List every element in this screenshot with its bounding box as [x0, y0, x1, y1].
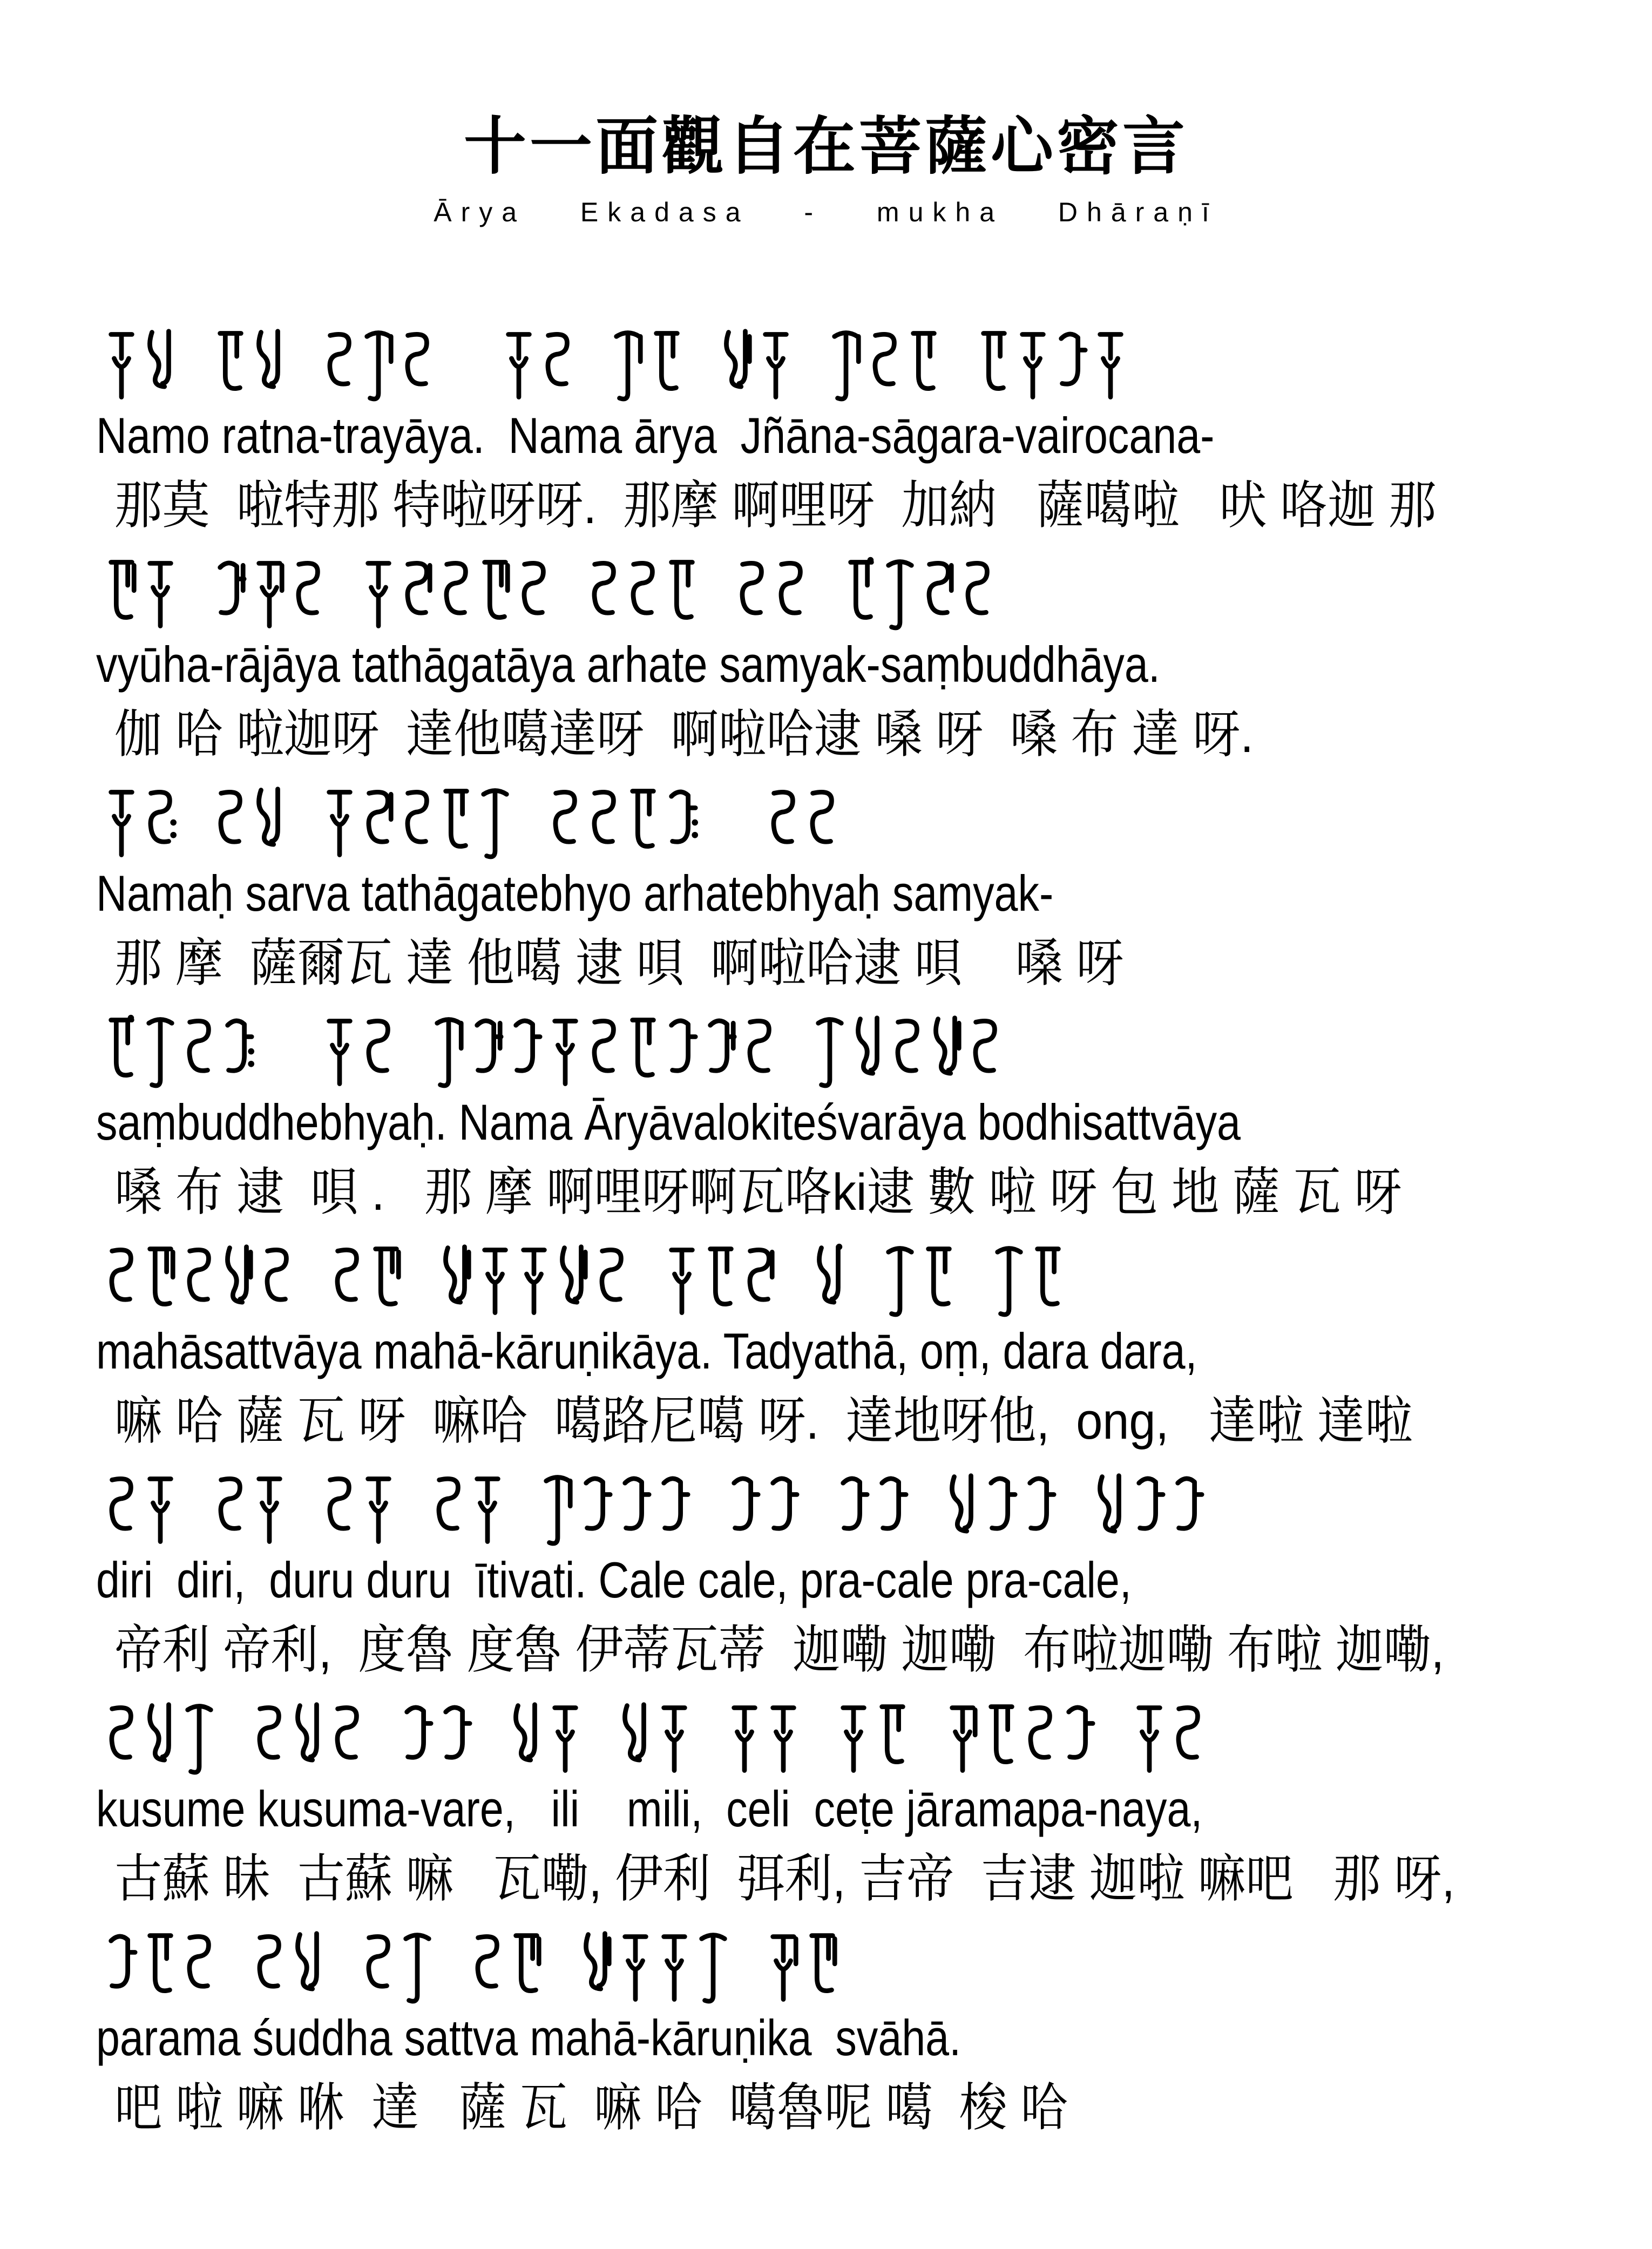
page-subtitle: Ārya Ekadasa - mukha Dhāraṇī	[434, 197, 1218, 228]
siddham-glyph	[665, 783, 699, 864]
siddham-glyph	[105, 554, 138, 635]
siddham-word-gap	[330, 2003, 356, 2008]
siddham-glyph	[105, 783, 138, 864]
siddham-glyph	[767, 783, 800, 864]
siddham-glyph	[401, 1698, 434, 1779]
siddham-word-gap	[735, 2003, 761, 2008]
mantra-row-2	[0, 538, 1652, 767]
chinese-text: 帝利 帝利, 度魯 度魯 伊蒂瓦蒂 迦嘞 迦嘞 布啦迦嘞 布啦 迦嘞,	[114, 1621, 1445, 1679]
chinese-text: 吧 啦 嘛 咻 達 薩 瓦 嘛 哈 噶魯呢 噶 梭 哈	[114, 2079, 1068, 2137]
siddham-glyph	[728, 1698, 761, 1779]
siddham-glyph	[611, 325, 645, 406]
siddham-glyph	[478, 554, 512, 635]
siddham-glyph	[1133, 1469, 1166, 1550]
siddham-glyph	[144, 1698, 177, 1779]
siddham-glyph	[922, 554, 956, 635]
siddham-glyph	[432, 1469, 465, 1550]
siddham-word-gap	[260, 1087, 286, 1093]
siddham-glyph	[401, 554, 434, 635]
siddham-word-gap	[696, 1774, 722, 1779]
siddham-glyph	[182, 1012, 216, 1093]
siddham-word-gap	[330, 629, 356, 635]
siddham-glyph	[946, 1469, 979, 1550]
siddham-glyph	[883, 1241, 917, 1322]
siddham-glyph	[704, 1241, 737, 1322]
siddham-word-gap	[634, 1316, 660, 1322]
mantra-row-7	[0, 1682, 1652, 1911]
siddham-glyph	[144, 554, 177, 635]
siddham-glyph	[626, 783, 660, 864]
siddham-glyph	[626, 1012, 660, 1093]
siddham-glyph	[805, 783, 839, 864]
siddham-glyph	[362, 1469, 395, 1550]
siddham-glyph	[829, 325, 863, 406]
siddham-word-gap	[915, 1545, 940, 1550]
siddham-glyph	[471, 1927, 504, 2008]
siddham-script-line	[96, 1224, 1652, 1322]
romanization-text: mahāsattvāya mahā-kāruṇikāya. Tadyathā, oṃ, dara dara,	[96, 1323, 1197, 1380]
siddham-glyph	[253, 325, 286, 406]
siddham-glyph	[105, 1241, 138, 1322]
siddham-word-gap	[852, 1316, 878, 1322]
siddham-glyph	[735, 554, 769, 635]
siddham-word-gap	[182, 629, 208, 635]
siddham-glyph	[759, 325, 793, 406]
siddham-glyph	[182, 1698, 216, 1779]
chinese-transliteration-line	[96, 1851, 1652, 1908]
siddham-glyph	[182, 1241, 216, 1322]
siddham-word-gap	[805, 1545, 831, 1550]
siddham-script-line	[96, 1453, 1652, 1550]
chinese-transliteration-line	[96, 706, 1652, 763]
siddham-glyph	[221, 1241, 255, 1322]
siddham-glyph	[549, 1012, 582, 1093]
chinese-text: 伽 哈 啦迦呀 達他噶達呀 啊啦哈逮 嗓 呀 嗓 布 達 呀.	[114, 706, 1254, 764]
siddham-glyph	[362, 1927, 395, 2008]
chinese-transliteration-line	[96, 935, 1652, 992]
siddham-word-gap	[439, 401, 465, 406]
siddham-glyph	[502, 325, 536, 406]
siddham-word-gap	[369, 1774, 395, 1779]
siddham-word-gap	[689, 401, 715, 406]
siddham-glyph	[253, 1927, 286, 2008]
romanization-line	[96, 2009, 1652, 2073]
siddham-glyph	[587, 554, 621, 635]
siddham-glyph	[362, 554, 395, 635]
siddham-glyph	[362, 325, 395, 406]
siddham-glyph	[105, 1469, 138, 1550]
siddham-glyph	[587, 783, 621, 864]
siddham-glyph	[253, 1469, 286, 1550]
siddham-glyph	[105, 325, 138, 406]
siddham-word-gap	[1101, 1774, 1127, 1779]
siddham-glyph	[144, 1469, 177, 1550]
siddham-glyph	[401, 1927, 434, 2008]
romanization-text: diri diri, duru duru ītivati. Cale cale, pra-cale pra-cale,	[96, 1552, 1132, 1609]
chinese-transliteration-line	[96, 2079, 1652, 2137]
siddham-word-gap	[580, 401, 606, 406]
siddham-glyph	[401, 325, 434, 406]
siddham-glyph	[144, 783, 177, 864]
siddham-glyph	[720, 325, 754, 406]
mantra-row-3	[0, 767, 1652, 995]
siddham-glyph	[580, 1927, 613, 2008]
siddham-glyph	[105, 1698, 138, 1779]
siddham-word-gap	[292, 1087, 317, 1093]
siddham-word-gap	[182, 858, 208, 864]
siddham-glyph	[805, 1927, 839, 2008]
siddham-glyph	[1031, 1241, 1065, 1322]
siddham-word-gap	[408, 1316, 434, 1322]
siddham-glyph	[619, 1469, 652, 1550]
siddham-glyph	[214, 325, 247, 406]
siddham-glyph	[401, 783, 434, 864]
romanization-text: vyūha-rājāya tathāgatāya arhate samyak-saṃbuddhāya.	[96, 636, 1160, 693]
siddham-word-gap	[439, 2003, 465, 2008]
mantra-row-6	[0, 1453, 1652, 1682]
siddham-glyph	[658, 1698, 691, 1779]
romanization-text: Namo ratna-trayāya. Nama ārya Jñāna-sāgara-vairocana-	[96, 407, 1215, 464]
siddham-glyph	[837, 1469, 870, 1550]
romanization-line	[96, 407, 1652, 471]
siddham-glyph	[619, 1927, 652, 2008]
siddham-glyph	[214, 1469, 247, 1550]
siddham-script-line	[96, 1911, 1652, 2008]
siddham-glyph	[868, 325, 902, 406]
romanization-line	[96, 1552, 1652, 1615]
siddham-glyph	[774, 554, 808, 635]
siddham-glyph	[292, 554, 325, 635]
romanization-text: parama śuddha sattva mahā-kāruṇika svāhā.	[96, 2009, 962, 2067]
siddham-word-gap	[696, 1545, 722, 1550]
siddham-word-gap	[292, 401, 317, 406]
siddham-glyph	[253, 1698, 286, 1779]
siddham-glyph	[549, 783, 582, 864]
siddham-glyph	[658, 1927, 691, 2008]
siddham-glyph	[813, 1241, 847, 1322]
siddham-glyph	[362, 1012, 395, 1093]
siddham-script-line	[96, 538, 1652, 635]
siddham-glyph	[1172, 1698, 1205, 1779]
siddham-glyph	[1024, 1698, 1057, 1779]
siddham-glyph	[182, 1927, 216, 2008]
siddham-glyph	[556, 1241, 590, 1322]
mantra-row-5	[0, 1224, 1652, 1453]
romanization-line	[96, 865, 1652, 929]
siddham-word-gap	[401, 1545, 426, 1550]
siddham-glyph	[580, 1469, 613, 1550]
siddham-glyph	[369, 1241, 403, 1322]
romanization-text: saṃbuddhebhyaḥ. Nama Āryāvalokiteśvarāya bodhisattvāya	[96, 1094, 1241, 1151]
siddham-glyph	[323, 783, 356, 864]
siddham-glyph	[549, 1698, 582, 1779]
siddham-glyph	[144, 325, 177, 406]
siddham-script-line	[96, 995, 1652, 1093]
siddham-glyph	[323, 1012, 356, 1093]
mantra-row-8	[0, 1911, 1652, 2140]
siddham-glyph	[510, 1698, 543, 1779]
siddham-glyph	[767, 1469, 800, 1550]
siddham-glyph	[743, 1012, 776, 1093]
siddham-glyph	[767, 1698, 800, 1779]
siddham-glyph	[221, 1012, 255, 1093]
siddham-glyph	[330, 1698, 364, 1779]
siddham-glyph	[1172, 1469, 1205, 1550]
siddham-glyph	[323, 325, 356, 406]
siddham-glyph	[891, 1012, 924, 1093]
siddham-glyph	[1133, 1698, 1166, 1779]
siddham-glyph	[930, 1012, 963, 1093]
siddham-glyph	[876, 1698, 909, 1779]
siddham-glyph	[837, 1698, 870, 1779]
siddham-glyph	[510, 1927, 543, 2008]
siddham-glyph	[541, 325, 574, 406]
siddham-glyph	[626, 554, 660, 635]
chinese-transliteration-line	[96, 477, 1652, 534]
siddham-glyph	[517, 554, 551, 635]
siddham-glyph	[1094, 325, 1127, 406]
siddham-glyph	[969, 1012, 1002, 1093]
siddham-glyph	[977, 325, 1011, 406]
siddham-glyph	[471, 1469, 504, 1550]
siddham-glyph	[323, 1469, 356, 1550]
siddham-glyph	[852, 1012, 885, 1093]
siddham-word-gap	[517, 858, 543, 864]
chinese-transliteration-line	[96, 1622, 1652, 1679]
siddham-glyph	[696, 1927, 730, 2008]
siddham-glyph	[330, 1241, 364, 1322]
chinese-text: 嘛 哈 薩 瓦 呀 嘛哈 噶路尼噶 呀. 達地呀他, ong, 達啦 達啦	[114, 1392, 1413, 1451]
siddham-word-gap	[587, 1774, 613, 1779]
siddham-glyph	[253, 554, 286, 635]
siddham-script-line	[96, 1682, 1652, 1779]
siddham-word-gap	[182, 401, 208, 406]
siddham-word-gap	[813, 629, 839, 635]
siddham-word-gap	[292, 858, 317, 864]
siddham-glyph	[704, 1012, 737, 1093]
siddham-glyph	[471, 1012, 504, 1093]
page-header	[0, 0, 1652, 228]
siddham-word-gap	[299, 1316, 325, 1322]
siddham-word-gap	[221, 1774, 247, 1779]
siddham-glyph	[214, 554, 247, 635]
siddham-glyph	[432, 1012, 465, 1093]
siddham-glyph	[743, 1241, 776, 1322]
siddham-script-line	[96, 767, 1652, 864]
siddham-glyph	[292, 1927, 325, 2008]
siddham-glyph	[1094, 1469, 1127, 1550]
siddham-glyph	[253, 783, 286, 864]
siddham-glyph	[439, 1241, 473, 1322]
siddham-word-gap	[478, 1774, 504, 1779]
siddham-glyph	[439, 554, 473, 635]
siddham-glyph	[728, 1469, 761, 1550]
siddham-glyph	[105, 1927, 138, 2008]
siddham-word-gap	[704, 858, 730, 864]
siddham-glyph	[1024, 1469, 1057, 1550]
siddham-word-gap	[471, 401, 497, 406]
siddham-glyph	[541, 1469, 574, 1550]
mantra-rows	[0, 309, 1652, 2140]
siddham-glyph	[214, 783, 247, 864]
siddham-glyph	[985, 1698, 1018, 1779]
siddham-word-gap	[182, 1545, 208, 1550]
siddham-glyph	[144, 1012, 177, 1093]
siddham-word-gap	[805, 1774, 831, 1779]
siddham-glyph	[650, 325, 683, 406]
siddham-glyph	[1062, 1698, 1096, 1779]
siddham-word-gap	[961, 1316, 987, 1322]
siddham-word-gap	[798, 401, 824, 406]
siddham-glyph	[665, 1241, 699, 1322]
chinese-transliteration-line	[96, 1393, 1652, 1450]
siddham-glyph	[362, 783, 395, 864]
siddham-glyph	[1055, 325, 1088, 406]
siddham-glyph	[510, 1012, 543, 1093]
siddham-word-gap	[915, 1774, 940, 1779]
siddham-word-gap	[782, 1087, 808, 1093]
siddham-glyph	[876, 1469, 909, 1550]
siddham-glyph	[985, 1469, 1018, 1550]
siddham-word-gap	[549, 2003, 574, 2008]
siddham-glyph	[883, 554, 917, 635]
page-title: 十一面觀自在菩薩心密言	[464, 111, 1188, 181]
siddham-glyph	[992, 1241, 1026, 1322]
chinese-text: 那莫 啦特那 特啦呀呀. 那摩 啊哩呀 加納 薩噶啦 吠 咯迦 那	[114, 477, 1437, 535]
siddham-word-gap	[1062, 1545, 1088, 1550]
siddham-glyph	[1016, 325, 1050, 406]
siddham-glyph	[907, 325, 940, 406]
siddham-glyph	[658, 1469, 691, 1550]
siddham-word-gap	[510, 1545, 536, 1550]
siddham-glyph	[144, 1241, 177, 1322]
siddham-glyph	[144, 1927, 177, 2008]
chinese-text: 嗓 布 逮 唄 . 那 摩 啊哩呀啊瓦咯ki逮 數 啦 呀 包 地 薩 瓦 呀	[114, 1163, 1402, 1222]
chinese-transliteration-line	[96, 1164, 1652, 1221]
siddham-glyph	[478, 783, 512, 864]
siddham-word-gap	[292, 1545, 317, 1550]
romanization-text: Namaḥ sarva tathāgatebhyo arhatebhyaḥ samyak-	[96, 865, 1054, 922]
siddham-glyph	[922, 1241, 956, 1322]
siddham-glyph	[946, 1698, 979, 1779]
siddham-glyph	[587, 1012, 621, 1093]
siddham-word-gap	[946, 401, 972, 406]
siddham-word-gap	[556, 629, 582, 635]
siddham-glyph	[767, 1927, 800, 2008]
siddham-glyph	[439, 783, 473, 864]
siddham-glyph	[665, 554, 699, 635]
siddham-glyph	[260, 1241, 294, 1322]
siddham-word-gap	[704, 629, 730, 635]
romanization-line	[96, 636, 1652, 700]
siddham-word-gap	[221, 2003, 247, 2008]
siddham-word-gap	[782, 1316, 808, 1322]
siddham-glyph	[478, 1241, 512, 1322]
romanization-line	[96, 1094, 1652, 1157]
romanization-line	[96, 1780, 1652, 1844]
siddham-glyph	[619, 1698, 652, 1779]
chinese-text: 古蘇 昧 古蘇 嘛 瓦嘞, 伊利 弭利, 吉帝 吉逮 迦啦 嘛吧 那 呀,	[114, 1850, 1455, 1908]
siddham-word-gap	[401, 1087, 426, 1093]
romanization-text: kusume kusuma-vare, ili mili, celi ceṭe jāramapa-naya,	[96, 1780, 1203, 1838]
siddham-glyph	[517, 1241, 551, 1322]
siddham-glyph	[844, 554, 878, 635]
mantra-row-4	[0, 995, 1652, 1224]
mantra-row-1	[0, 309, 1652, 538]
chinese-text: 那 摩 薩爾瓦 達 他噶 逮 唄 啊啦哈逮 唄 嗓 呀	[114, 934, 1124, 993]
siddham-script-line	[96, 309, 1652, 406]
siddham-glyph	[292, 1698, 325, 1779]
siddham-glyph	[665, 1012, 699, 1093]
siddham-glyph	[105, 1012, 138, 1093]
siddham-glyph	[961, 554, 994, 635]
siddham-glyph	[813, 1012, 847, 1093]
siddham-word-gap	[735, 858, 761, 864]
romanization-line	[96, 1323, 1652, 1386]
siddham-glyph	[595, 1241, 628, 1322]
siddham-glyph	[439, 1698, 473, 1779]
